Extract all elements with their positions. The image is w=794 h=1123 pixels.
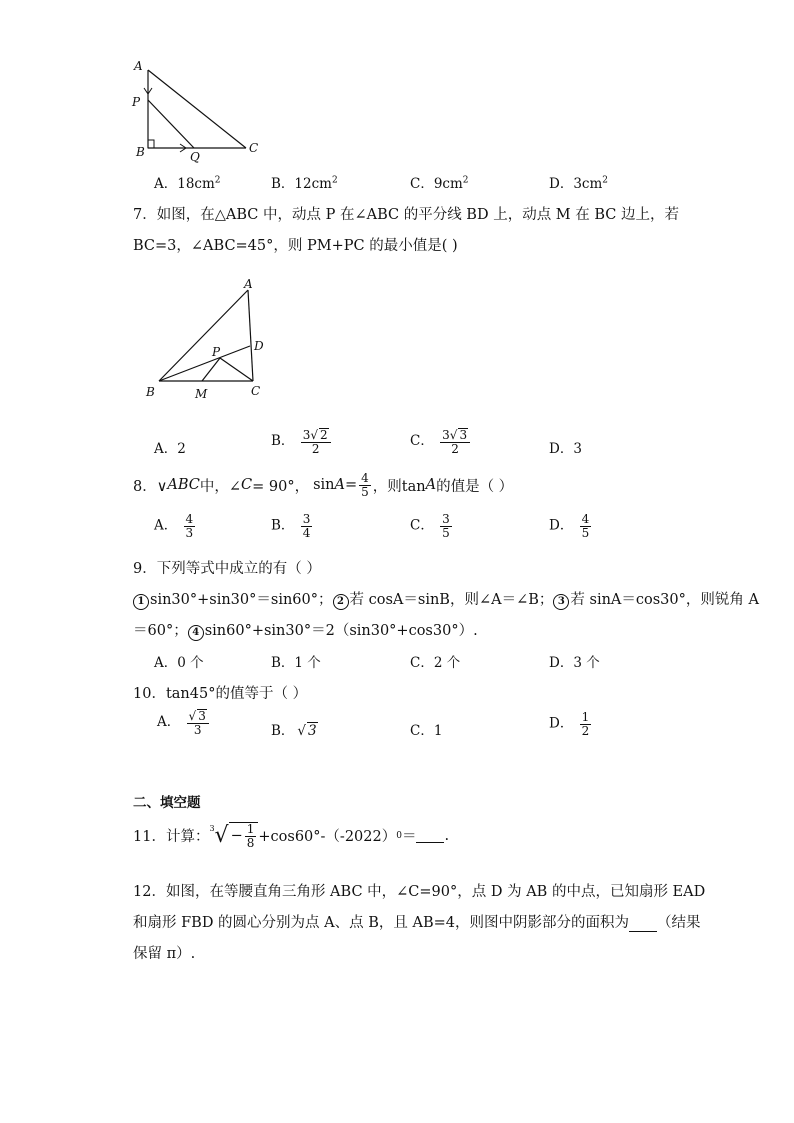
q8-option-a[interactable]: A． $\frac{4}{3}$ [154,512,194,540]
figure-right-triangle-pq [128,56,268,164]
q7-option-c[interactable]: C． $\frac{3√ 3}{2}$ [410,428,472,455]
q8-option-d[interactable]: D． $\frac{4}{5}$ [549,512,590,540]
answer-blank[interactable] [629,917,657,932]
label-P: P [132,95,141,109]
label-C: C [249,141,259,155]
q10-title: 10．tan45°的值等于（ ） [133,686,308,702]
q6-option-c[interactable]: C．$9cm^2$ [410,175,469,192]
q9-statements-line1: 1 sin30°+sin30°＝sin60°； 2 若 cosA＝sinB，则∠A＝∠B； 3 若 sinA＝cos30°，则锐角 A [133,588,759,610]
label-M: M [195,387,208,401]
q6-option-a[interactable]: A．$18cm^2$ [154,175,221,192]
q7c-fraction: $\frac{3√ 3}{2}$ [440,428,470,455]
label-A: A [134,59,143,73]
label-B: B [136,145,145,159]
q9-statements-line2: ＝60°； 4 sin60°+sin30°＝2（sin30°+cos30°）. [133,623,478,639]
label-A: A [244,277,253,291]
label-C: C [251,384,261,398]
q7-stem-line1: 7．如图，在△ABC 中，动点 P 在∠ABC 的平分线 BD 上，动点 M 在 BC 边上，若 [133,207,679,223]
section-heading: 二、填空题 [133,795,201,811]
q7-option-d[interactable]: D．3 [549,441,582,457]
label-D: D [254,339,264,353]
q9-title: 9．下列等式中成立的有（ ） [133,561,321,577]
q7-option-b[interactable]: B． $\frac{3√ 2}{2}$ [271,428,333,455]
figure-triangle-bisector [140,276,280,404]
q10-option-b[interactable]: B． √ 3 [271,723,317,739]
q10-option-c[interactable]: C．1 [410,723,443,739]
q12-stem-line1: 12．如图，在等腰直角三角形 ABC 中，∠C=90°，点 D 为 AB 的中点，已知扇形 EAD [133,884,706,900]
q8-option-c[interactable]: C． $\frac{3}{5}$ [410,512,450,540]
label-Q: Q [190,150,200,164]
q10-option-d[interactable]: D． $\frac{1}{2}$ [549,710,590,738]
q12-stem-line3: 保留 π）. [133,946,196,962]
q7-stem-line2: BC=3，∠ABC=45°，则 PM+PC 的最小值是( ) [133,238,458,254]
q7-option-a[interactable]: A．2 [154,441,186,457]
q6-option-b[interactable]: B．$12cm^2$ [271,175,338,192]
q10-option-a[interactable]: A． $\frac{√ 3}{3}$ [157,709,211,736]
q12-stem-line2: 和扇形 FBD 的圆心分别为点 A、点 B，且 AB=4，则图中阴影部分的面积为 （结果 [133,915,701,931]
label-B: B [146,385,155,399]
q9-option-a[interactable]: A．0 个 [154,655,204,671]
label-P: P [212,345,221,359]
q9-option-c[interactable]: C．2 个 [410,655,461,671]
q9-option-b[interactable]: B．1 个 [271,655,321,671]
q11-stem: 11．计算： $^3$ √ − $\frac{1}{8}$ +cos60°-（-2022） 0 ＝ . [133,822,450,850]
q8-option-b[interactable]: B． $\frac{3}{4}$ [271,512,311,540]
answer-blank[interactable] [416,828,444,843]
q6-option-d[interactable]: D．$3cm^2$ [549,175,609,192]
q9-option-d[interactable]: D．3 个 [549,655,600,671]
q7b-fraction: $\frac{3√ 2}{2}$ [301,428,331,455]
q8-stem: 8．∨ ABC 中，∠ C = 90°， sin A = $\frac{4}{5}$ ，则tan A 的值是（ ） [133,471,514,499]
